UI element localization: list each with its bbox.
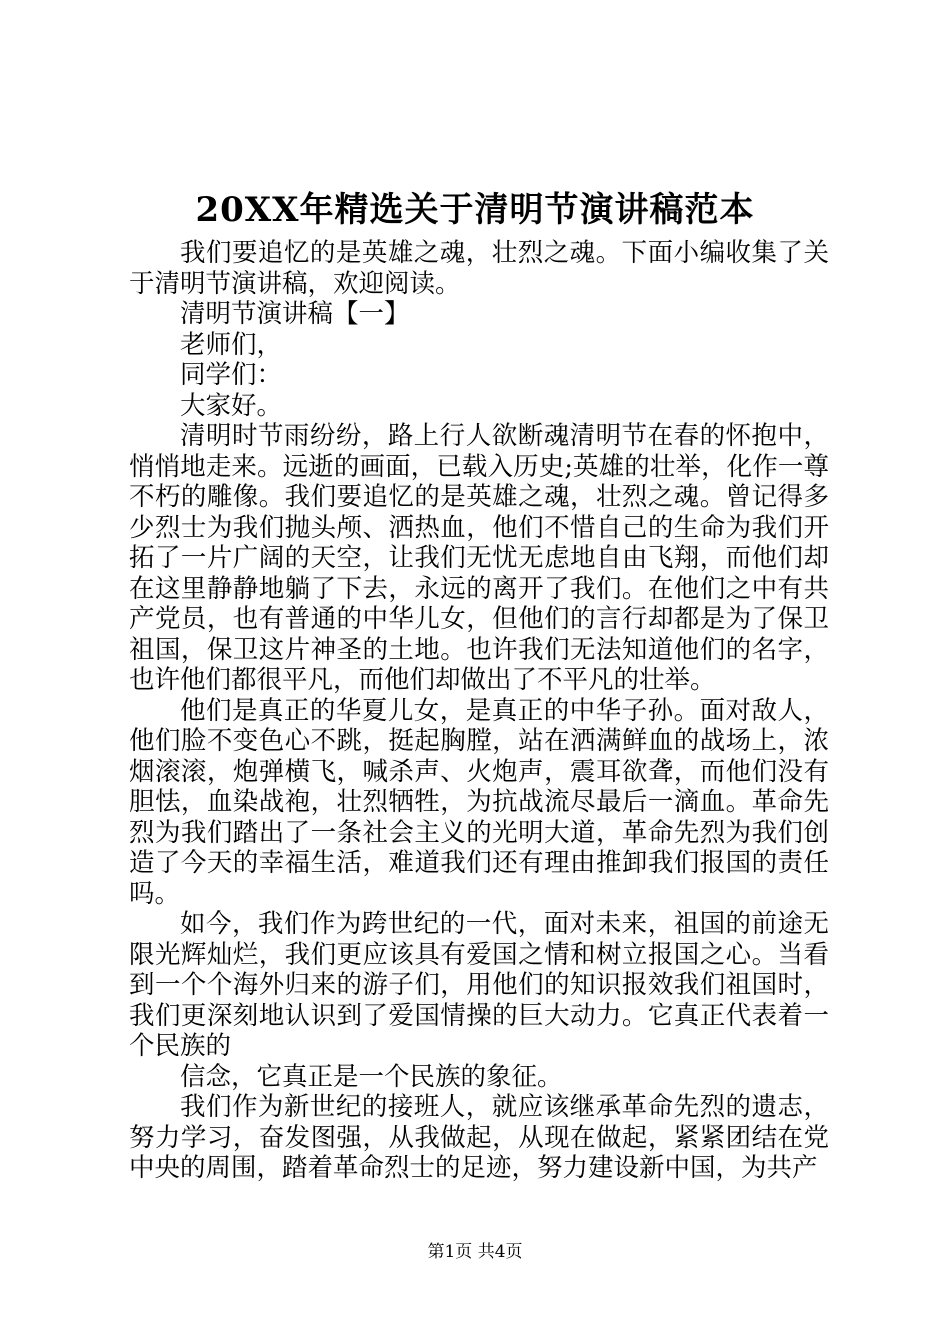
page-number-footer: 第1页 共4页 [427,1242,523,1262]
paragraph-body-3: 如今，我们作为跨世纪的一代，面对未来，祖国的前途无限光辉灿烂，我们更应该具有爱国之情和树立报国之心。当看到一个个海外归来的游子们，用他们的知识报效我们祖国时，我们更深刻地认识到了爱国情操的巨大动力。它真正代表着一个民族的 [129,909,829,1061]
document-body [129,238,829,1184]
paragraph-body-1: 清明时节雨纷纷，路上行人欲断魂清明节在春的怀抱中，悄悄地走来。远逝的画面，已载入历史;英雄的壮举，化作一尊不朽的雕像。我们要追忆的是英雄之魂，壮烈之魂。曾记得多少烈士为我们抛头颅、洒热血，他们不惜自己的生命为我们开拓了一片广阔的天空，让我们无忧无虑地自由飞翔，而他们却在这里静静地躺了下去，永远的离开了我们。在他们之中有共产党员，也有普通的中华儿女，但他们的言行却都是为了保卫祖国，保卫这片神圣的土地。也许我们无法知道他们的名字，也许他们都很平凡，而他们却做出了不平凡的壮举。 [129,421,829,695]
section-heading: 清明节演讲稿【一】 [180,299,410,329]
paragraph-body-2: 他们是真正的华夏儿女，是真正的中华子孙。面对敌人，他们脸不变色心不跳，挺起胸膛，站在洒满鲜血的战场上，浓烟滚滚，炮弹横飞，喊杀声、火炮声，震耳欲聋，而他们没有胆怯，血染战袍，壮烈牺牲，为抗战流尽最后一滴血。革命先烈为我们踏出了一条社会主义的光明大道，革命先烈为我们创造了今天的幸福生活，难道我们还有理由推卸我们报国的责任吗。 [129,695,829,909]
paragraph-intro: 我们要追忆的是英雄之魂，壮烈之魂。下面小编收集了关于清明节演讲稿，欢迎阅读。 [129,238,829,299]
paragraph-body-3-continued: 信念，它真正是一个民族的象征。 [180,1061,563,1092]
document-title: 20XX年精选关于清明节演讲稿范本 [195,190,755,230]
greeting: 大家好。 [180,390,283,421]
salutation-students: 同学们： [180,360,283,390]
salutation-teachers: 老师们， [180,329,283,360]
paragraph-body-4: 我们作为新世纪的接班人，就应该继承革命先烈的遗志，努力学习，奋发图强，从我做起，从现在做起，紧紧团结在党中央的周围，踏着革命烈士的足迹，努力建设新中国，为共产 [129,1092,829,1183]
